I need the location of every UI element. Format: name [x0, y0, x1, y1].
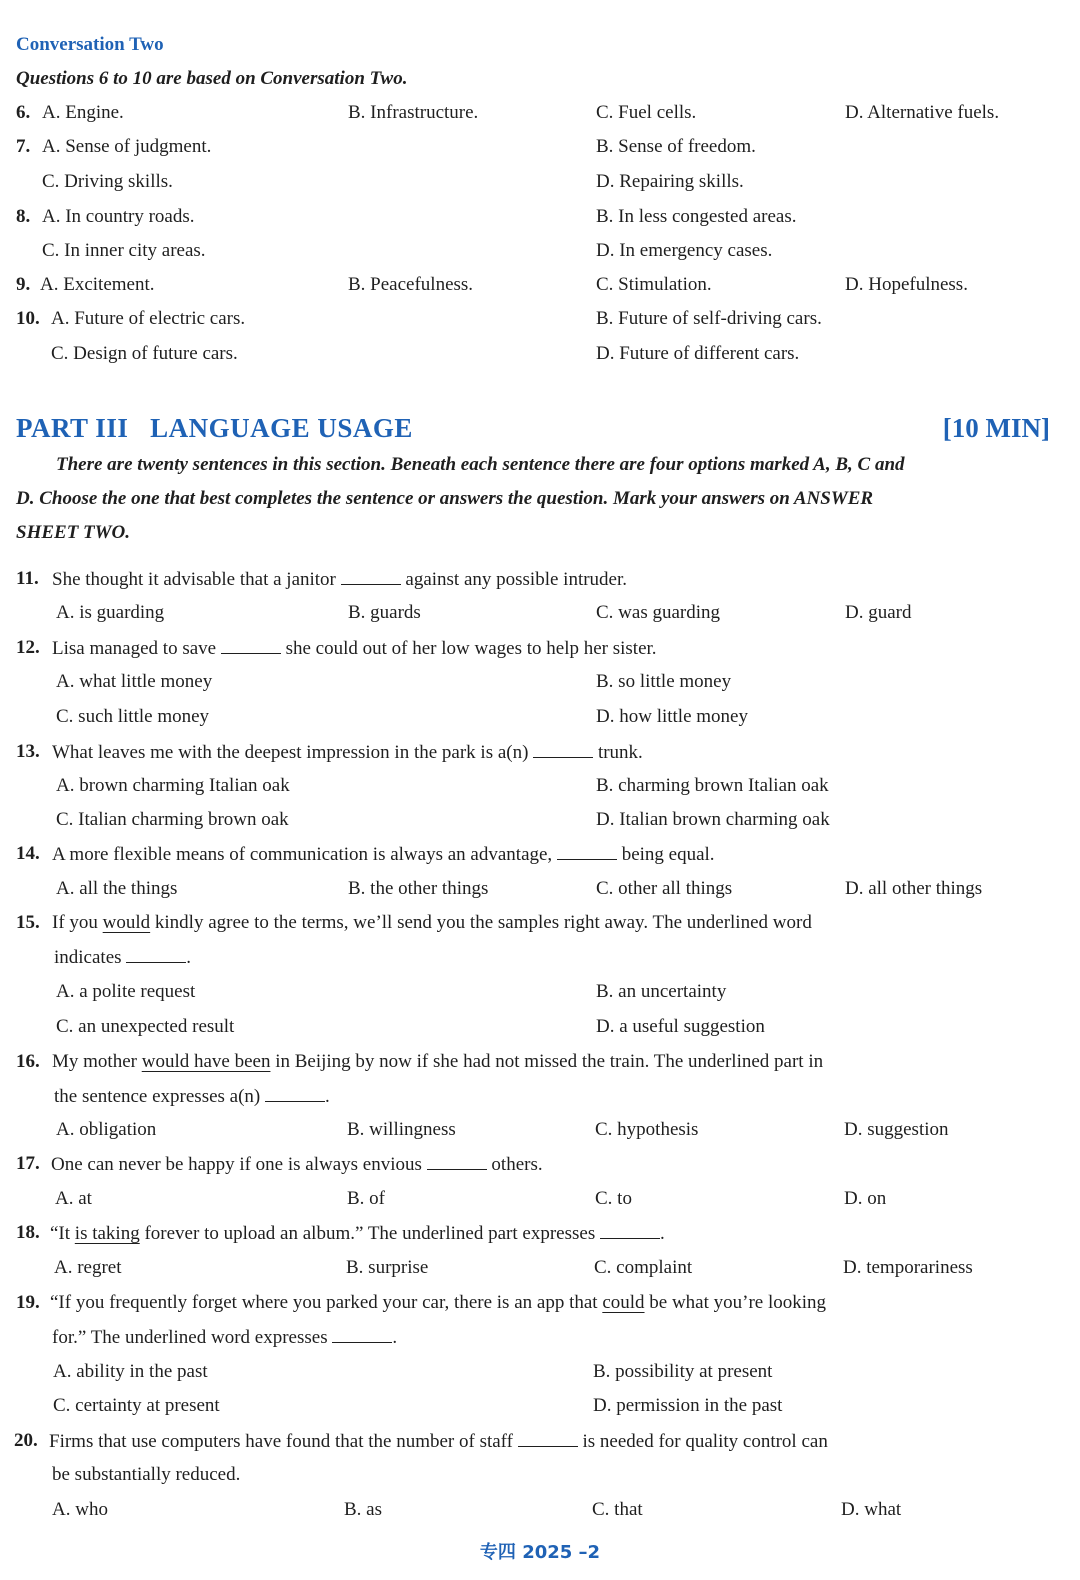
option-d: D. permission in the past	[593, 1395, 783, 1416]
stem-part-b: being equal.	[621, 844, 715, 865]
option-c: C. Stimulation.	[596, 274, 712, 295]
option-b: B. Sense of freedom.	[596, 136, 756, 157]
option-b: B. charming brown Italian oak	[596, 775, 829, 796]
question-13-options-row1	[0, 769, 1080, 803]
stem-text	[52, 631, 657, 666]
option-b: B. of	[347, 1188, 385, 1209]
part-time-limit: [10 MIN]	[942, 413, 1050, 443]
question-12-options-row1	[0, 665, 1080, 699]
stem-text	[49, 1424, 828, 1459]
option-c: C. hypothesis	[595, 1119, 699, 1140]
underlined-word: could	[602, 1292, 645, 1313]
stem-part-a: She thought it advisable that a janitor	[52, 569, 336, 590]
stem-part-a: What leaves me with the deepest impression in the park is a(n)	[52, 742, 529, 763]
listening-question-8-row2	[0, 234, 1080, 268]
option-a: A. what little money	[56, 671, 213, 692]
stem-part-a: One can never be happy if one is always envious	[51, 1154, 422, 1175]
underlined-phrase: would have been	[141, 1051, 271, 1072]
option-d: D. a useful suggestion	[596, 1016, 765, 1037]
question-20-stem-cont	[0, 1458, 1080, 1492]
option-b: B. Peacefulness.	[348, 274, 474, 295]
question-number: 19.	[16, 1292, 40, 1313]
stem-text	[52, 837, 715, 872]
stem-part-b: she could out of her low wages to help her sister.	[285, 638, 657, 659]
option-b: B. willingness	[347, 1119, 456, 1140]
stem-part-b: in Beijing by now if she had not missed the train. The underlined part in	[275, 1051, 824, 1072]
option-a: A. Sense of judgment.	[42, 136, 212, 157]
option-d: D. how little money	[596, 706, 748, 727]
listening-question-7	[0, 130, 1080, 164]
option-b: B. guards	[348, 602, 421, 623]
question-number: 12.	[16, 637, 40, 658]
option-a: A. ability in the past	[53, 1361, 208, 1382]
option-a: A. Excitement.	[40, 274, 155, 295]
listening-question-10	[0, 302, 1080, 336]
option-a: A. brown charming Italian oak	[56, 775, 290, 796]
stem-part-b: against any possible intruder.	[405, 569, 628, 590]
answer-blank	[332, 1320, 392, 1343]
option-a: A. obligation	[56, 1119, 157, 1140]
option-c: C. Fuel cells.	[596, 102, 697, 123]
stem-text	[51, 1147, 543, 1182]
question-number: 9.	[16, 274, 31, 295]
question-18-options	[0, 1251, 1080, 1285]
option-c: C. Driving skills.	[42, 171, 173, 192]
conversation-header	[0, 28, 1080, 62]
option-a: A. In country roads.	[42, 206, 195, 227]
question-number: 14.	[16, 843, 40, 864]
option-d: D. on	[844, 1188, 887, 1209]
option-c: C. such little money	[56, 706, 210, 727]
question-19-options-row2	[0, 1389, 1080, 1423]
question-number: 13.	[16, 741, 40, 762]
option-d: D. what	[841, 1499, 902, 1520]
instruction-line-3: SHEET TWO.	[16, 522, 131, 543]
stem-part-a: My mother	[52, 1051, 137, 1072]
answer-blank	[600, 1216, 660, 1239]
conversation-instruction-line	[0, 62, 1080, 96]
stem-part-a: “It	[50, 1223, 71, 1244]
option-b: B. possibility at present	[593, 1361, 773, 1382]
option-d: D. Italian brown charming oak	[596, 809, 830, 830]
question-15-options-row1	[0, 975, 1080, 1009]
option-b: B. In less congested areas.	[596, 206, 797, 227]
option-d: D. Hopefulness.	[845, 274, 968, 295]
part-title: PART III LANGUAGE USAGE	[16, 413, 413, 443]
answer-blank	[557, 837, 617, 860]
option-b: B. so little money	[596, 671, 732, 692]
stem-part-a: Lisa managed to save	[52, 638, 217, 659]
question-14-stem	[0, 837, 1080, 871]
question-number: 17.	[16, 1153, 40, 1174]
option-d: D. guard	[845, 602, 912, 623]
stem-text	[52, 735, 643, 770]
page-footer: 专四 2025 –2	[479, 1542, 601, 1563]
option-d: D. In emergency cases.	[596, 240, 773, 261]
option-c: C. complaint	[594, 1257, 693, 1278]
question-13-stem	[0, 735, 1080, 769]
listening-question-6	[0, 96, 1080, 130]
question-number: 16.	[16, 1051, 40, 1072]
option-a: A. Engine.	[42, 102, 124, 123]
option-a: A. who	[52, 1499, 108, 1520]
stem-text	[52, 1045, 823, 1079]
listening-question-9	[0, 268, 1080, 302]
answer-blank	[221, 631, 281, 654]
stem-part-b: trunk.	[597, 742, 643, 763]
option-b: B. as	[344, 1499, 382, 1520]
question-15-stem	[0, 906, 1080, 940]
option-a: A. regret	[54, 1257, 122, 1278]
option-c: C. Italian charming brown oak	[56, 809, 289, 830]
option-b: B. the other things	[348, 878, 489, 899]
stem-part-c: the sentence expresses a(n)	[54, 1086, 261, 1107]
option-d: D. all other things	[845, 878, 983, 899]
underlined-word: would	[102, 912, 151, 933]
option-a: A. a polite request	[56, 981, 196, 1002]
question-17-options	[0, 1182, 1080, 1216]
stem-part-b: be what you’re looking	[649, 1292, 827, 1313]
stem-part-b: others.	[491, 1154, 543, 1175]
question-12-stem	[0, 631, 1080, 665]
option-b: B. surprise	[346, 1257, 429, 1278]
stem-text: indicates .	[54, 940, 191, 975]
stem-text: “It is taking forever to upload an album.” The underlined part expresses .	[50, 1216, 665, 1251]
stem-part-c: indicates	[54, 947, 122, 968]
stem-text: for.” The underlined word expresses .	[52, 1320, 397, 1355]
conversation-instruction: Questions 6 to 10 are based on Conversation Two.	[16, 68, 408, 89]
instruction-line-2: D. Choose the one that best completes the sentence or answers the question. Mark your answers on ANSWER	[16, 488, 874, 509]
listening-question-7-row2	[0, 165, 1080, 199]
option-c: C. that	[592, 1499, 643, 1520]
instruction-line-1: There are twenty sentences in this section. Beneath each sentence there are four options marked A, B, C and	[56, 454, 905, 475]
answer-blank	[518, 1424, 578, 1447]
stem-text: the sentence expresses a(n) .	[54, 1079, 330, 1114]
option-c: C. In inner city areas.	[42, 240, 206, 261]
question-16-stem	[0, 1045, 1080, 1079]
option-c: C. Design of future cars.	[51, 343, 238, 364]
option-c: C. was guarding	[596, 602, 721, 623]
stem-text	[52, 562, 627, 597]
question-number: 15.	[16, 912, 40, 933]
question-19-options-row1	[0, 1355, 1080, 1389]
stem-part-b: kindly agree to the terms, we’ll send you the samples right away. The underlined word	[154, 912, 812, 933]
option-a: A. at	[55, 1188, 92, 1209]
option-a: A. Future of electric cars.	[51, 308, 246, 329]
stem-text	[52, 906, 812, 940]
stem-part-c: for.” The underlined word expresses	[52, 1327, 328, 1348]
option-d: D. suggestion	[844, 1119, 949, 1140]
answer-blank	[126, 940, 186, 963]
question-number: 6.	[16, 102, 31, 123]
question-13-options-row2	[0, 803, 1080, 837]
question-number: 18.	[16, 1222, 40, 1243]
question-number: 20.	[14, 1430, 38, 1451]
stem-part-a: Firms that use computers have found that the number of staff	[49, 1431, 513, 1452]
conversation-title: Conversation Two	[16, 34, 164, 55]
question-16-options	[0, 1113, 1080, 1147]
option-d: D. Repairing skills.	[596, 171, 744, 192]
listening-question-10-row2	[0, 337, 1080, 371]
stem-part-a: “If you frequently forget where you parked your car, there is an app that	[50, 1292, 598, 1313]
option-b: B. an uncertainty	[596, 981, 727, 1002]
question-20-stem	[0, 1424, 1080, 1458]
question-number: 11.	[16, 568, 39, 589]
option-a: A. all the things	[56, 878, 178, 899]
question-12-options-row2	[0, 700, 1080, 734]
question-15-options-row2	[0, 1010, 1080, 1044]
option-c: C. an unexpected result	[56, 1016, 235, 1037]
option-d: D. Future of different cars.	[596, 343, 800, 364]
question-17-stem	[0, 1147, 1080, 1181]
question-19-stem	[0, 1286, 1080, 1320]
question-11-stem	[0, 562, 1080, 596]
question-16-stem-cont	[0, 1079, 1080, 1113]
stem-part-a: A more flexible means of communication is always an advantage,	[52, 844, 553, 865]
option-c: C. other all things	[596, 878, 733, 899]
option-d: D. Alternative fuels.	[845, 102, 1000, 123]
question-19-stem-cont	[0, 1320, 1080, 1354]
question-14-options	[0, 872, 1080, 906]
answer-blank	[427, 1147, 487, 1170]
question-20-options	[0, 1493, 1080, 1527]
option-d: D. temporariness	[843, 1257, 973, 1278]
stem-part-c: be substantially reduced.	[52, 1464, 241, 1485]
underlined-phrase: is taking	[74, 1223, 140, 1244]
stem-part-b: forever to upload an album.” The underlined part expresses	[144, 1223, 596, 1244]
question-number: 10.	[16, 308, 40, 329]
question-15-stem-cont	[0, 940, 1080, 974]
question-11-options	[0, 596, 1080, 630]
answer-blank	[533, 735, 593, 758]
answer-blank	[265, 1079, 325, 1102]
question-number: 7.	[16, 136, 31, 157]
option-a: A. is guarding	[56, 602, 165, 623]
answer-blank	[341, 562, 401, 585]
option-c: C. to	[595, 1188, 632, 1209]
option-b: B. Future of self-driving cars.	[596, 308, 822, 329]
question-number: 8.	[16, 206, 31, 227]
stem-part-a: If you	[52, 912, 98, 933]
part-instructions	[16, 448, 1052, 550]
stem-part-b: is needed for quality control can	[582, 1431, 828, 1452]
stem-text	[50, 1286, 826, 1320]
question-18-stem	[0, 1216, 1080, 1250]
option-b: B. Infrastructure.	[348, 102, 479, 123]
listening-question-8	[0, 200, 1080, 234]
option-c: C. certainty at present	[53, 1395, 220, 1416]
